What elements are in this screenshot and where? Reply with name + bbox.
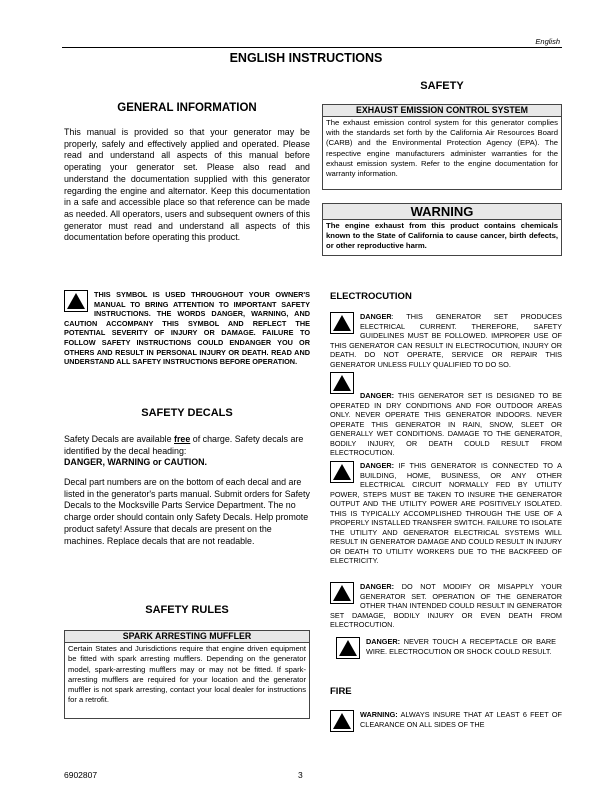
danger-item: DANGER: THIS GENERATOR SET PRODUCES ELECTRICAL CURRENT. THEREFORE, SAFETY GUIDELINES MUST BE FOLLOWED. IMPROPER USE OF THIS GENERATOR CAN RESULT IN ELECTROCUTION, INJURY OR DEATH. DO NOT OPERATE, SERVICE OR REPAIR THIS GENERATOR UNLESS FULLY QUALIFIED TO DO SO. [330, 312, 562, 369]
symbol-note: THIS SYMBOL IS USED THROUGHOUT YOUR OWNER'S MANUAL TO BRING ATTENTION TO IMPORTANT SAFETY INSTRUCTIONS. THE WORDS DANGER, WARNING, AND CAUTION ACCOMPANY THIS SYMBOL AND REFLECT THE POTENTIAL SEVERITY OF INJURY OR DAMAGE. FAILURE TO FOLLOW SAFETY INSTRUCTIONS COULD ENDANGER YOU OR OTHERS AND RESULT IN PERSONAL INJURY OR DEATH. READ AND UNDERSTAND ALL SAFETY INSTRUCTIONS BEFORE OPERATION. [64, 290, 310, 367]
general-text: This manual is provided so that your generator may be properly, safely and effectively applied and operated. Please read and understand all aspects of this manual before operating your generator set. Please also read and understand the documentation supplied with this generator regarding the engine and alternator. Keep this documentation in a safe and accessible place so that reference can be made as needed. All operators, users and subsequent owners of this generator must read and understand all aspects of this documentation before operating this product. [64, 127, 310, 243]
fire-warning: WARNING: ALWAYS INSURE THAT AT LEAST 6 FEET OF CLEARANCE ON ALL SIDES OF THE [330, 710, 562, 734]
warning-triangle-icon [330, 312, 354, 334]
rules-heading: SAFETY RULES [145, 604, 229, 616]
spark-muffler-text: Certain States and Jurisdictions require that engine driven equipment be fitted with spark arresting mufflers. Depending on the generator model, spark-arresting mufflers may or may not be fitted. If spark-arresting mufflers are required for your location and the generator muffler is not spark arresting, contact your local dealer for instructions for a retrofit. [68, 644, 306, 705]
warning-triangle-icon [64, 290, 88, 312]
page-title: ENGLISH INSTRUCTIONS [229, 51, 383, 65]
decals-p2: Decal part numbers are on the bottom of each decal and are listed in the generator's parts manual. Submit orders for Safety Decals to the Mocksville Parts Service Department. The no charge order should contain only Safety Decals. Help promote product safety! Assure that decals are present on the machines. Replace decals that are not readable. [64, 477, 310, 546]
warning-title: WARNING [323, 204, 561, 220]
warning-triangle-icon [330, 710, 354, 732]
warning-triangle-icon [330, 582, 354, 604]
header-language: English [535, 37, 560, 46]
page-number: 3 [298, 770, 303, 780]
warning-box [322, 203, 562, 256]
warning-triangle-icon [336, 637, 360, 659]
danger-item: DANGER: IF THIS GENERATOR IS CONNECTED TO A BUILDING, HOME, BUSINESS, OR ANY OTHER ELECTRICAL CIRCUIT NORMALLY FED BY UTILITY POWER, STEPS MUST BE TAKEN TO INSURE THE GENERATOR OUTPUT AND THE UTILITY POWER ARE POSITIVELY ISOLATED. THIS IS TYPICALLY ACCOMPLISHED THROUGH THE USE OF A PROPERLY INSTALLED TRANSFER SWITCH. FAILURE TO ISOLATE THE UTILITY AND GENERATOR ELECTRICAL SYSTEMS WILL RESULT IN GENERATOR DAMAGE AND COULD RESULT IN INJURY OR DEATH TO UTILITY WORKERS DUE TO THE BACKFEED OF ELECTRICITY. [330, 461, 562, 566]
spark-muffler-box [64, 630, 310, 719]
spark-muffler-title: SPARK ARRESTING MUFFLER [65, 631, 309, 643]
fire-heading: FIRE [330, 686, 352, 697]
exhaust-text: The exhaust emission control system for this generator complies with the standards set forth by the California Air Resources Board (CARB) and the Environmental Protection Agency (EPA). The respective engine manufacturers administer warranties for the exhaust emission system. Refer to the engine documentation for warranty information. [326, 118, 558, 179]
danger-item: DANGER: DO NOT MODIFY OR MISAPPLY YOUR GENERATOR SET. OPERATION OF THE GENERATOR OTHER THAN INTENDED COULD RESULT IN GENERATOR SET DAMAGE, BODILY INJURY OR EVEN DEATH FROM ELECTROCUTION. [330, 582, 562, 630]
exhaust-box [322, 104, 562, 190]
header-rule [62, 47, 562, 48]
exhaust-title: EXHAUST EMISSION CONTROL SYSTEM [323, 105, 561, 117]
warning-text: The engine exhaust from this product contains chemicals known to the State of California to cause cancer, birth defects, or other reproductive harm. [326, 221, 558, 251]
danger-item: DANGER: NEVER TOUCH A RECEPTACLE OR BARE WIRE. ELECTROCUTION OR SHOCK COULD RESULT. [336, 637, 556, 661]
danger-item: DANGER: THIS GENERATOR SET IS DESIGNED TO BE OPERATED IN DRY CONDITIONS AND FOR OUTDOOR AREAS ONLY. NEVER OPERATE THIS GENERATOR INDOORS. NEVER OPERATE THIS GENERATOR IN RAIN, SNOW, SLEET OR GENERALLY WET CONDITIONS. DAMAGE TO THE GENERATOR, BODILY INJURY, OR DEATH COULD RESULT FROM ELECTROCUTION. [330, 372, 562, 458]
decals-heading: SAFETY DECALS [141, 407, 233, 419]
doc-number: 6902807 [64, 770, 98, 780]
warning-triangle-icon [330, 461, 354, 483]
general-heading: GENERAL INFORMATION [117, 102, 257, 114]
warning-triangle-icon [330, 372, 354, 394]
section-title: SAFETY [420, 80, 464, 92]
electrocution-heading: ELECTROCUTION [330, 291, 412, 302]
decals-p1: Safety Decals are available free of charge. Safety decals are identified by the decal heading: DANGER, WARNING or CAUTION. [64, 434, 304, 468]
